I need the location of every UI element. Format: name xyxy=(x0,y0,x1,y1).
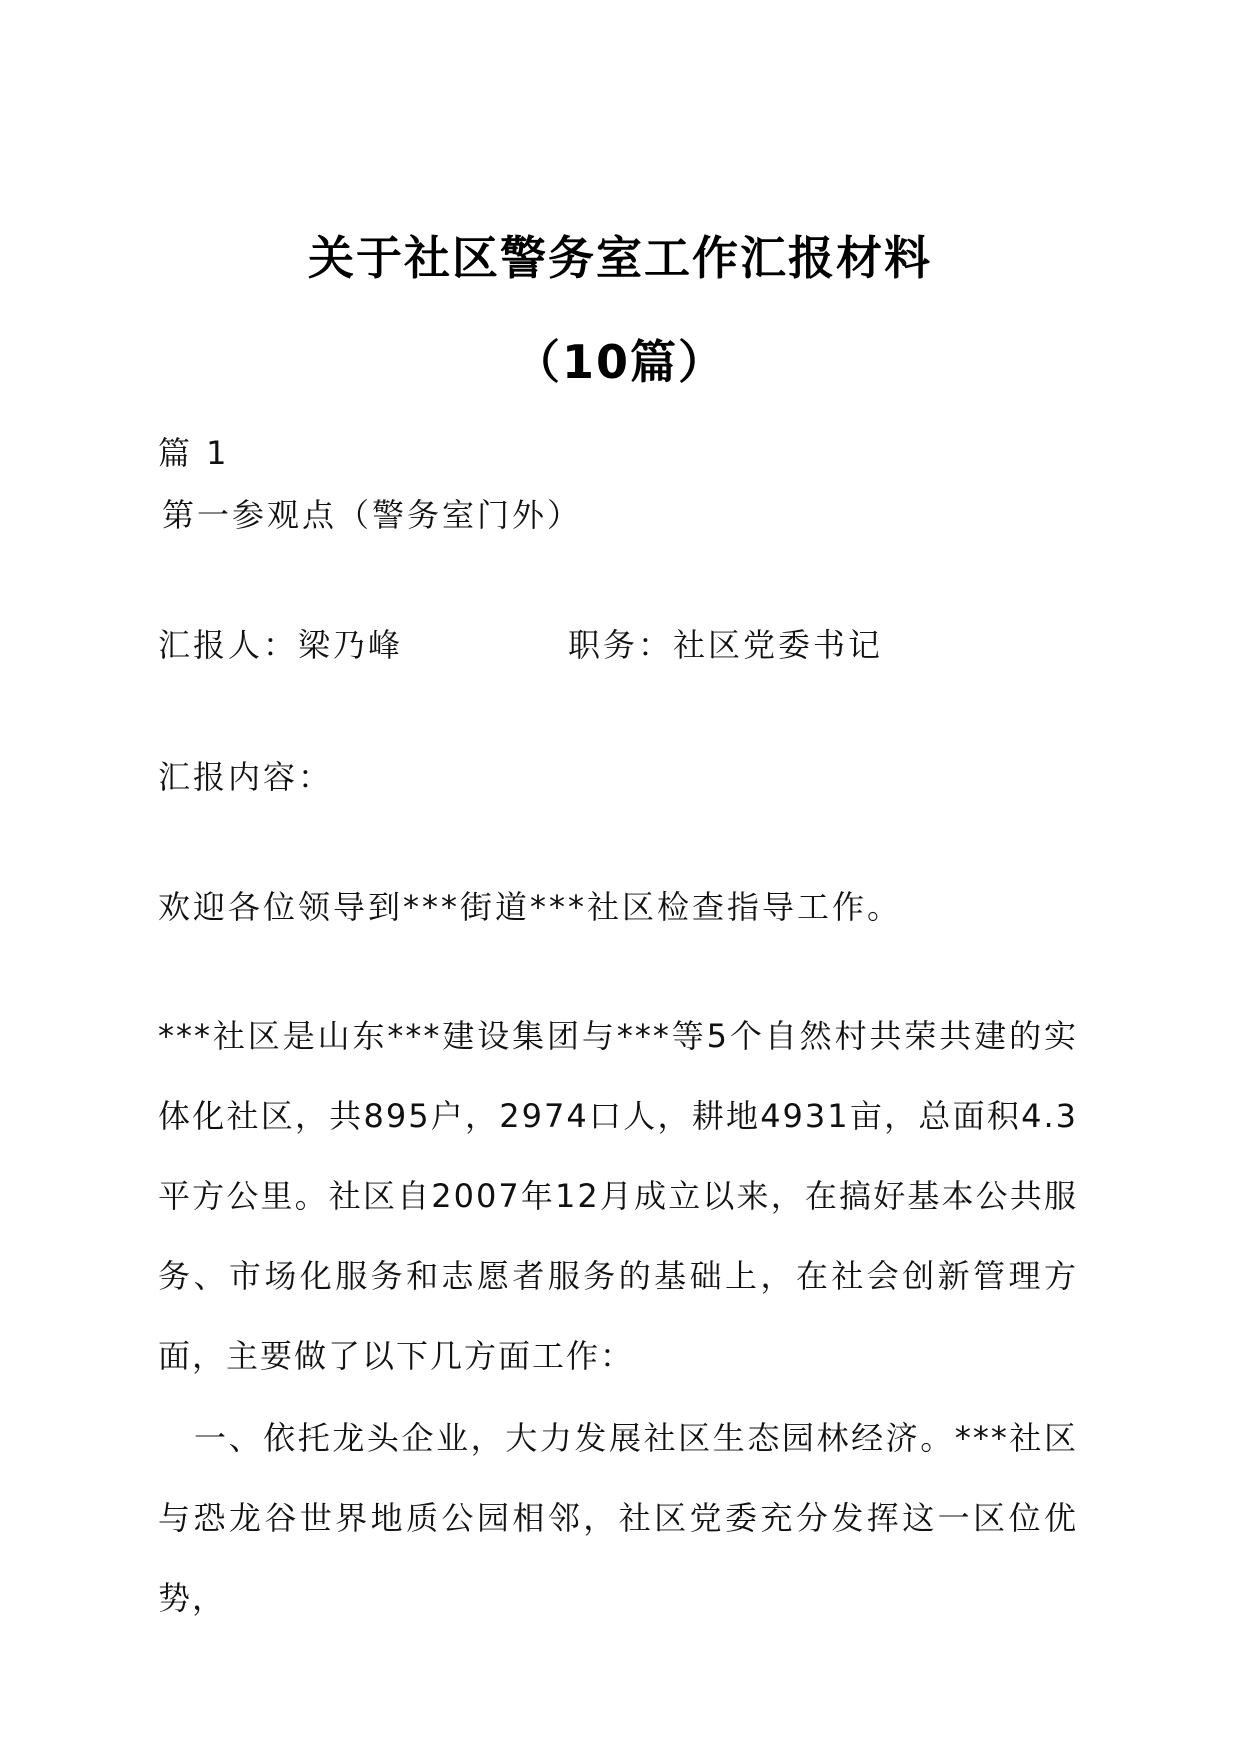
intro-paragraph: ***社区是山东***建设集团与***等5个自然村共荣共建的实体化社区，共895户，2974口人，耕地4931亩，总面积4.3平方公里。社区自2007年12月成立以来，在搞好基本公共服务、市场化服务和志愿者服务的基础上，在社会创新管理方面，主要做了以下几方面工作： xyxy=(158,1017,1078,1375)
document-title: 关于社区警务室工作汇报材料 xyxy=(308,231,932,285)
section-label: 篇 1 xyxy=(158,434,230,472)
welcome-paragraph: 欢迎各位领导到***街道***社区检查指导工作。 xyxy=(158,888,903,926)
visit-point: 第一参观点（警务室门外） xyxy=(162,496,583,534)
document-subtitle: （10篇） xyxy=(513,335,726,389)
point-one-paragraph: 一、依托龙头企业，大力发展社区生态园林经济。***社区与恐龙谷世界地质公园相邻，社区党委充分发挥这一区位优势， xyxy=(158,1419,1078,1617)
reporter-position: 职务：社区党委书记 xyxy=(568,626,884,664)
reporter-name: 汇报人：梁乃峰 xyxy=(158,626,404,664)
content-label: 汇报内容： xyxy=(158,758,334,796)
